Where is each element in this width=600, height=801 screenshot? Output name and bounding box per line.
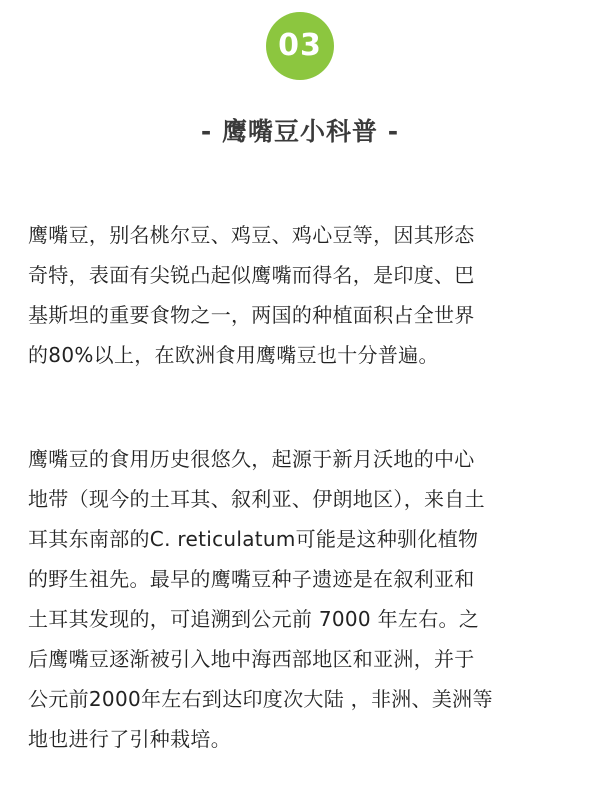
paragraph-line: 鹰嘴豆，别名桃尔豆、鸡豆、鸡心豆等，因其形态 <box>28 223 475 247</box>
paragraph-line: 公元前2000年左右到达印度次大陆 ，非洲、美洲等 <box>28 687 493 711</box>
paragraph-line: 的野生祖先。最早的鹰嘴豆种子遗迹是在叙利亚和 <box>28 567 475 591</box>
section-number-badge: 03 <box>266 12 334 80</box>
section-title: - 鹰嘴豆小科普 - <box>200 117 400 146</box>
paragraph-line: 奇特，表面有尖锐凸起似鹰嘴而得名，是印度、巴 <box>28 263 475 287</box>
paragraph-line: 后鹰嘴豆逐渐被引入地中海西部地区和亚洲，并于 <box>28 647 475 671</box>
paragraph-line: 基斯坦的重要食物之一，两国的种植面积占全世界 <box>28 303 475 327</box>
paragraph-intro <box>28 215 580 375</box>
paragraph-history <box>28 439 580 759</box>
paragraph-line: 土耳其发现的，可追溯到公元前 7000 年左右。之 <box>28 607 480 631</box>
paragraph-line: 地也进行了引种栽培。 <box>28 727 231 751</box>
paragraph-line: 地带（现今的土耳其、叙利亚、伊朗地区），来自土 <box>28 487 485 511</box>
paragraph-line: 的80%以上，在欧洲食用鹰嘴豆也十分普遍。 <box>28 343 439 367</box>
paragraph-line: 耳其东南部的C. reticulatum可能是这种驯化植物 <box>28 527 479 551</box>
paragraph-line: 鹰嘴豆的食用历史很悠久，起源于新月沃地的中心 <box>28 447 475 471</box>
